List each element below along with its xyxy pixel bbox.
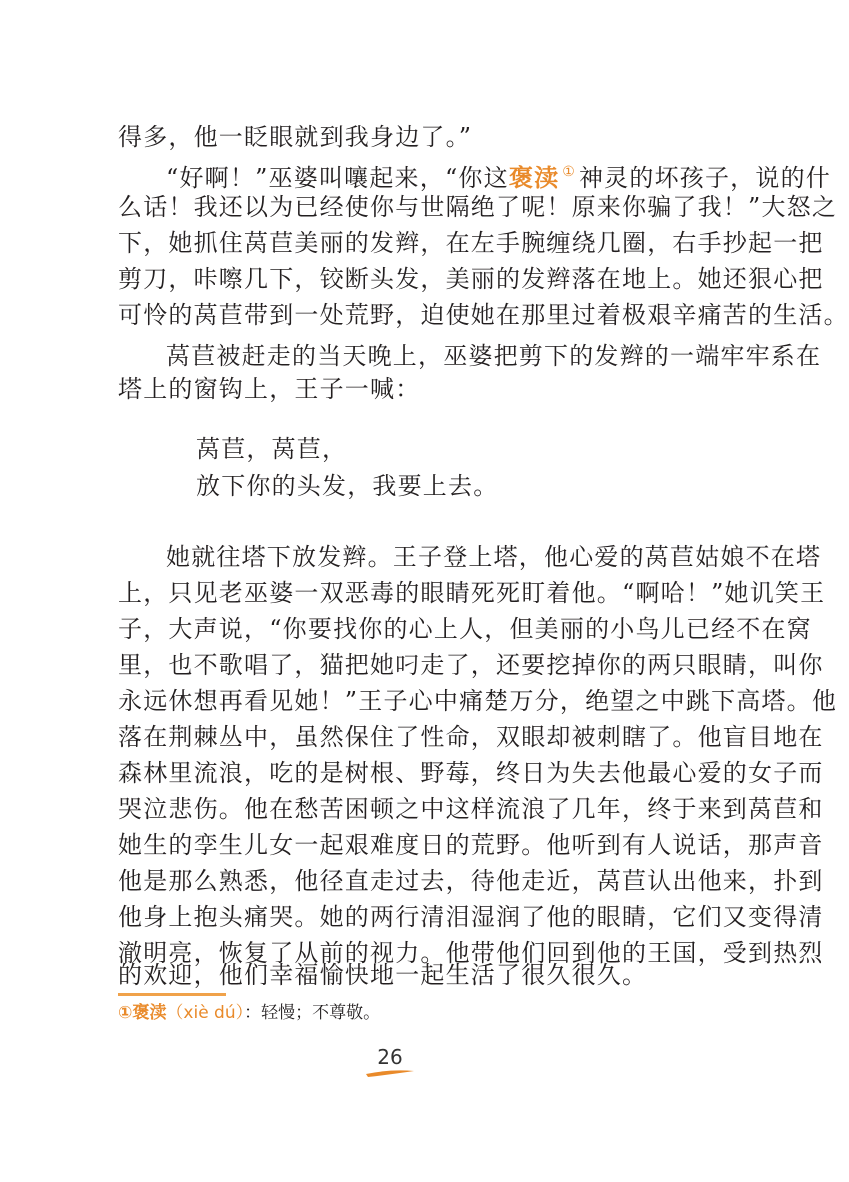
text-span: 子，大声说，“你要找你的心上人，但美丽的小鸟儿已经不在窝 [118, 615, 812, 643]
text-span: 莴苣被赶走的当天晚上，巫婆把剪下的发辫的一端牢牢系在 [166, 342, 822, 370]
text-line [0, 155, 831, 192]
text-span: 森林里流浪，吃的是树根、野莓，终日为失去他最心爱的女子而 [118, 759, 824, 787]
footnote-marker: ① [118, 1003, 133, 1023]
footnote-term: 褒渎 [132, 1003, 167, 1023]
page-number: 26 [377, 1045, 403, 1069]
text-line [0, 339, 822, 373]
text-span: 神灵的坏孩子，说的什 [578, 164, 831, 192]
text-span: 得多，他一眨眼就到我身边了。” [118, 123, 473, 151]
text-line [0, 372, 800, 406]
text-line [0, 576, 826, 610]
text-line [0, 190, 838, 224]
text-line [0, 958, 800, 992]
text-span: 里，也不歌唱了，猫把她叼走了，还要挖掉你的两只眼睛，叫你 [118, 651, 824, 679]
text-span: 她就往塔下放发辫。王子登上塔，他心爱的莴苣姑娘不在塔 [166, 543, 822, 571]
footnote [118, 1001, 380, 1025]
text-span: 她生的孪生儿女一起艰难度日的荒野。他听到有人说话，那声音 [118, 831, 824, 859]
text-span: 他身上抱头痛哭。她的两行清泪湿润了他的眼睛，它们又变得清 [118, 903, 824, 931]
footnote-definition: ：轻慢；不尊敬。 [244, 1003, 381, 1023]
verse-line [0, 432, 800, 466]
text-span: 可怜的莴苣带到一处荒野，迫使她在那里过着极艰辛痛苦的生活。 [118, 301, 849, 329]
text-line [0, 792, 824, 826]
text-span: 上，只见老巫婆一双恶毒的眼睛死死盯着他。“啊哈！”她讥笑王 [118, 579, 826, 607]
footnote-pinyin: （xiè dú） [166, 1003, 245, 1023]
text-span: 落在荆棘丛中，虽然保住了性命，双眼却被刺瞎了。他盲目地在 [118, 723, 824, 751]
text-span: 塔上的窗钩上，王子一喊： [118, 375, 421, 403]
page-number-swoosh-icon [364, 1068, 416, 1078]
text-span: 的欢迎，他们幸福愉快地一起生活了很久很久。 [118, 961, 648, 989]
text-line [0, 120, 800, 154]
verse-line [0, 469, 800, 503]
text-span: 他是那么熟悉，他径直走过去，待他走近，莴苣认出他来，扑到 [118, 867, 824, 895]
text-span: 么话！我还以为已经使你与世隔绝了呢！原来你骗了我！”大怒之 [118, 193, 838, 221]
text-line [0, 720, 824, 754]
text-line [0, 226, 824, 260]
text-span: 剪刀，咔嚓几下，铰断头发，美丽的发辫落在地上。她还狠心把 [118, 265, 824, 293]
text-span: 澈明亮，恢复了从前的视力。他带他们回到他的王国，受到热烈 [118, 939, 824, 967]
text-span: 永远休想再看见她！”王子心中痛楚万分，绝望之中跳下高塔。他 [118, 687, 838, 715]
text-span: 下，她抓住莴苣美丽的发辫，在左手腕缠绕几圈，右手抄起一把 [118, 229, 824, 257]
text-span: “好啊！”巫婆叫嚷起来，“你这 [166, 164, 509, 192]
text-line [0, 648, 824, 682]
verse-text: 莴苣，莴苣， [196, 435, 348, 463]
text-line [0, 828, 824, 862]
text-line [0, 540, 822, 574]
highlighted-term: 褒渎 [508, 163, 560, 192]
text-line [0, 684, 838, 718]
text-line [0, 262, 824, 296]
footnote-divider [118, 993, 226, 996]
text-line [0, 900, 824, 934]
text-line [0, 864, 824, 898]
text-span: 哭泣悲伤。他在愁苦困顿之中这样流浪了几年，终于来到莴苣和 [118, 795, 824, 823]
text-line [0, 298, 849, 332]
text-line [0, 612, 812, 646]
footnote-ref-marker[interactable]: ① [562, 164, 576, 180]
verse-text: 放下你的头发，我要上去。 [196, 472, 499, 500]
text-line [0, 756, 824, 790]
